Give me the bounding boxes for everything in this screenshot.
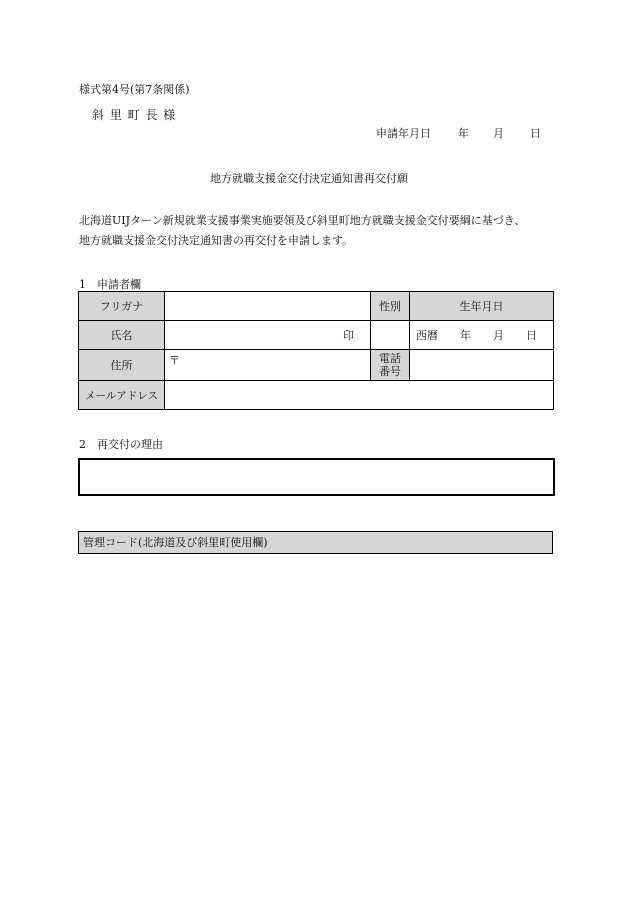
phone-field[interactable] bbox=[410, 350, 554, 381]
section-2-heading: 2 再交付の理由 bbox=[79, 438, 163, 451]
furigana-field[interactable] bbox=[165, 292, 371, 321]
email-field[interactable] bbox=[165, 381, 554, 410]
document-title: 地方就職支援金交付決定通知書再交付願 bbox=[210, 172, 408, 185]
intro-line-1: 北海道UIJターン新規就業支援事業実施要領及び斜里町地方就職支援金交付要綱に基づき、 bbox=[79, 214, 526, 227]
intro-line-2: 地方就職支援金交付決定通知書の再交付を申請します。 bbox=[79, 234, 354, 247]
postal-mark: 〒 bbox=[169, 354, 180, 367]
apply-date-day: 日 bbox=[530, 127, 541, 140]
seal-mark: 印 bbox=[343, 329, 354, 342]
applicant-table bbox=[78, 291, 554, 410]
management-code-label: 管理コード(北海道及び斜里町使用欄) bbox=[83, 536, 268, 549]
birth-month-label: 月 bbox=[493, 329, 504, 342]
apply-date-year: 年 bbox=[458, 127, 469, 140]
apply-date-month: 月 bbox=[493, 127, 504, 140]
birth-year-label: 年 bbox=[460, 329, 471, 342]
reissue-reason-field[interactable] bbox=[78, 458, 555, 496]
address-field[interactable] bbox=[165, 350, 371, 381]
management-code-box bbox=[78, 531, 553, 554]
birth-day-label: 日 bbox=[526, 329, 537, 342]
furigana-label: フリガナ bbox=[79, 292, 165, 321]
birthdate-field[interactable] bbox=[410, 321, 554, 350]
form-number: 様式第4号(第7条関係) bbox=[79, 83, 190, 96]
phone-label-line-2: 番号 bbox=[379, 365, 401, 378]
apply-date-label: 申請年月日 bbox=[376, 127, 431, 140]
section-1-heading: 1 申請者欄 bbox=[79, 278, 141, 291]
address-label: 住所 bbox=[79, 350, 165, 381]
name-field[interactable] bbox=[165, 321, 371, 350]
gender-label: 性別 bbox=[371, 292, 410, 321]
era-label: 西暦 bbox=[416, 329, 438, 342]
birthdate-label: 生年月日 bbox=[410, 292, 554, 321]
gender-field[interactable] bbox=[371, 321, 410, 350]
email-label: メールアドレス bbox=[79, 381, 165, 410]
phone-label bbox=[371, 350, 410, 381]
name-label: 氏名 bbox=[79, 321, 165, 350]
phone-label-line-1: 電話 bbox=[379, 352, 401, 365]
addressee: 斜 里 町 長 様 bbox=[92, 108, 177, 122]
